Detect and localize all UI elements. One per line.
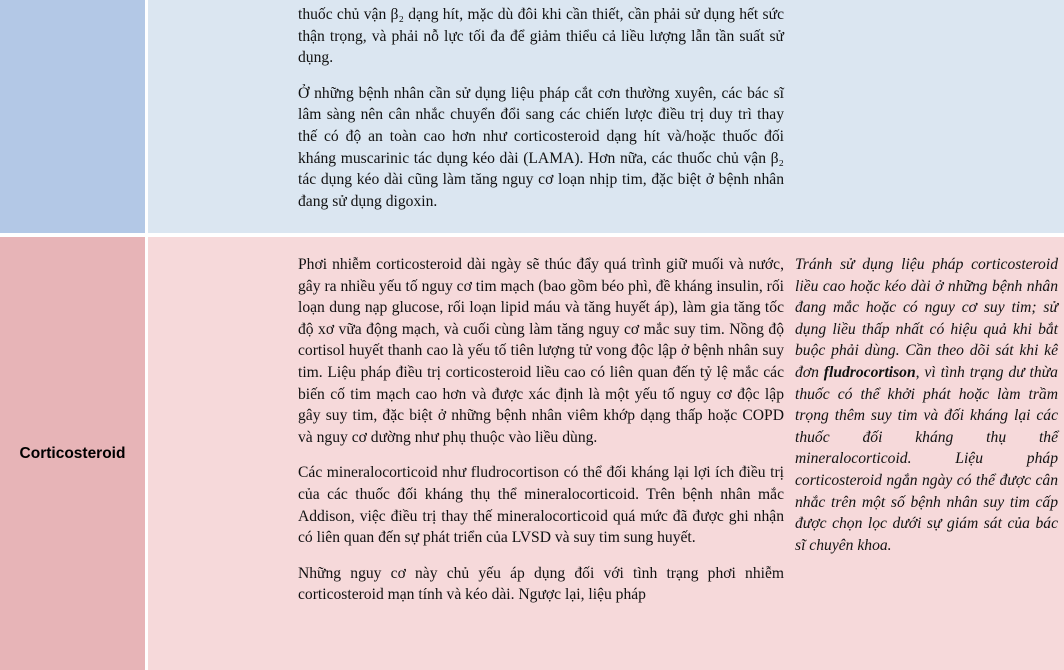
- mechanism-cell: [298, 0, 784, 233]
- table-row: [0, 0, 1064, 233]
- drug-class-cell: [0, 237, 145, 670]
- table-row: [0, 237, 1064, 670]
- spacer: [148, 0, 298, 233]
- content-area: [148, 0, 1064, 233]
- content-area: [148, 237, 1064, 670]
- spacer: [148, 237, 298, 670]
- paragraph: Phơi nhiễm corticosteroid dài ngày sẽ thúc đẩy quá trình giữ muối và nước, gây ra nhiều yếu tố nguy cơ tim mạch (bao gồm béo phì, đề kháng insulin, rối loạn dung nạp glucose, rối loạn lipid máu và tăng huyết áp), làm gia tăng tốc độ xơ vữa động mạch, và cuối cùng làm tăng nguy cơ mắc suy tim. Nồng độ cortisol huyết thanh cao là yếu tố tiên lượng tử vong độc lập ở bệnh nhân suy tim. Liệu pháp điều trị corticosteroid liều cao có liên quan đến tỷ lệ mắc các biến cố tim mạch cao hơn và được xác định là một yếu tố nguy cơ độc lập gây suy tim, đặc biệt ở những bệnh nhân viêm khớp dạng thấp hoặc COPD và nguy cơ dường như phụ thuộc vào liều dùng.: [298, 256, 784, 446]
- drug-class-label: Corticosteroid: [19, 444, 126, 462]
- recommendation-after: , vì tình trạng dư thừa thuốc có thể khởi phát hoặc làm trầm trọng thêm suy tim và đối kháng lại các thuốc đối kháng thụ thể mineralocorticoid. Liệu pháp corticosteroid ngắn ngày có thể được cân nhắc trên một số bệnh nhân suy tim cấp được chọn lọc dưới sự giám sát của bác sĩ chuyên khoa.: [795, 363, 1058, 554]
- recommendation-text: [795, 254, 1058, 556]
- recommendation-drug-name: fludrocortison: [823, 363, 916, 381]
- recommendation-before: Tránh sử dụng liệu pháp corticosteroid liều cao hoặc kéo dài ở những bệnh nhân đang mắc hoặc có nguy cơ suy tim; sử dụng liều thấp nhất có hiệu quả khi bắt buộc phải dùng. Cần theo dõi sát khi kê đơn: [795, 256, 1058, 381]
- paragraph: Những nguy cơ này chủ yếu áp dụng đối với tình trạng phơi nhiễm corticosteroid mạn tính và kéo dài. Ngược lại, liệu pháp: [298, 564, 784, 604]
- paragraph: thuốc chủ vận β₂ dạng hít, mặc dù đôi khi cần thiết, cần phải sử dụng hết sức thận trọng, và phải nỗ lực tối đa để giảm thiểu cả liều lượng lẫn tần suất sử dụng.: [298, 6, 784, 67]
- recommendation-cell: [784, 237, 1064, 670]
- paragraph: Các mineralocorticoid như fludrocortison có thể đối kháng lại lợi ích điều trị của các thuốc đối kháng thụ thể mineralocorticoid. Trên bệnh nhân mắc Addison, việc điều trị thay thế mineralocorticoid quá mức đã được ghi nhận có liên quan đến sự phát triển của LVSD và suy tim sung huyết.: [298, 464, 784, 547]
- paragraph: Ở những bệnh nhân cần sử dụng liệu pháp cắt cơn thường xuyên, các bác sĩ lâm sàng nên cân nhắc chuyển đổi sang các chiến lược điều trị duy trì thay thế có độ an toàn cao hơn như corticosteroid dạng hít và/hoặc thuốc đối kháng muscarinic tác dụng kéo dài (LAMA). Hơn nữa, các thuốc chủ vận β₂ tác dụng kéo dài cũng làm tăng nguy cơ loạn nhịp tim, đặc biệt ở bệnh nhân đang sử dụng digoxin.: [298, 84, 784, 210]
- mechanism-cell: [298, 237, 784, 670]
- drug-class-cell: [0, 0, 145, 233]
- recommendation-cell: [784, 0, 1064, 233]
